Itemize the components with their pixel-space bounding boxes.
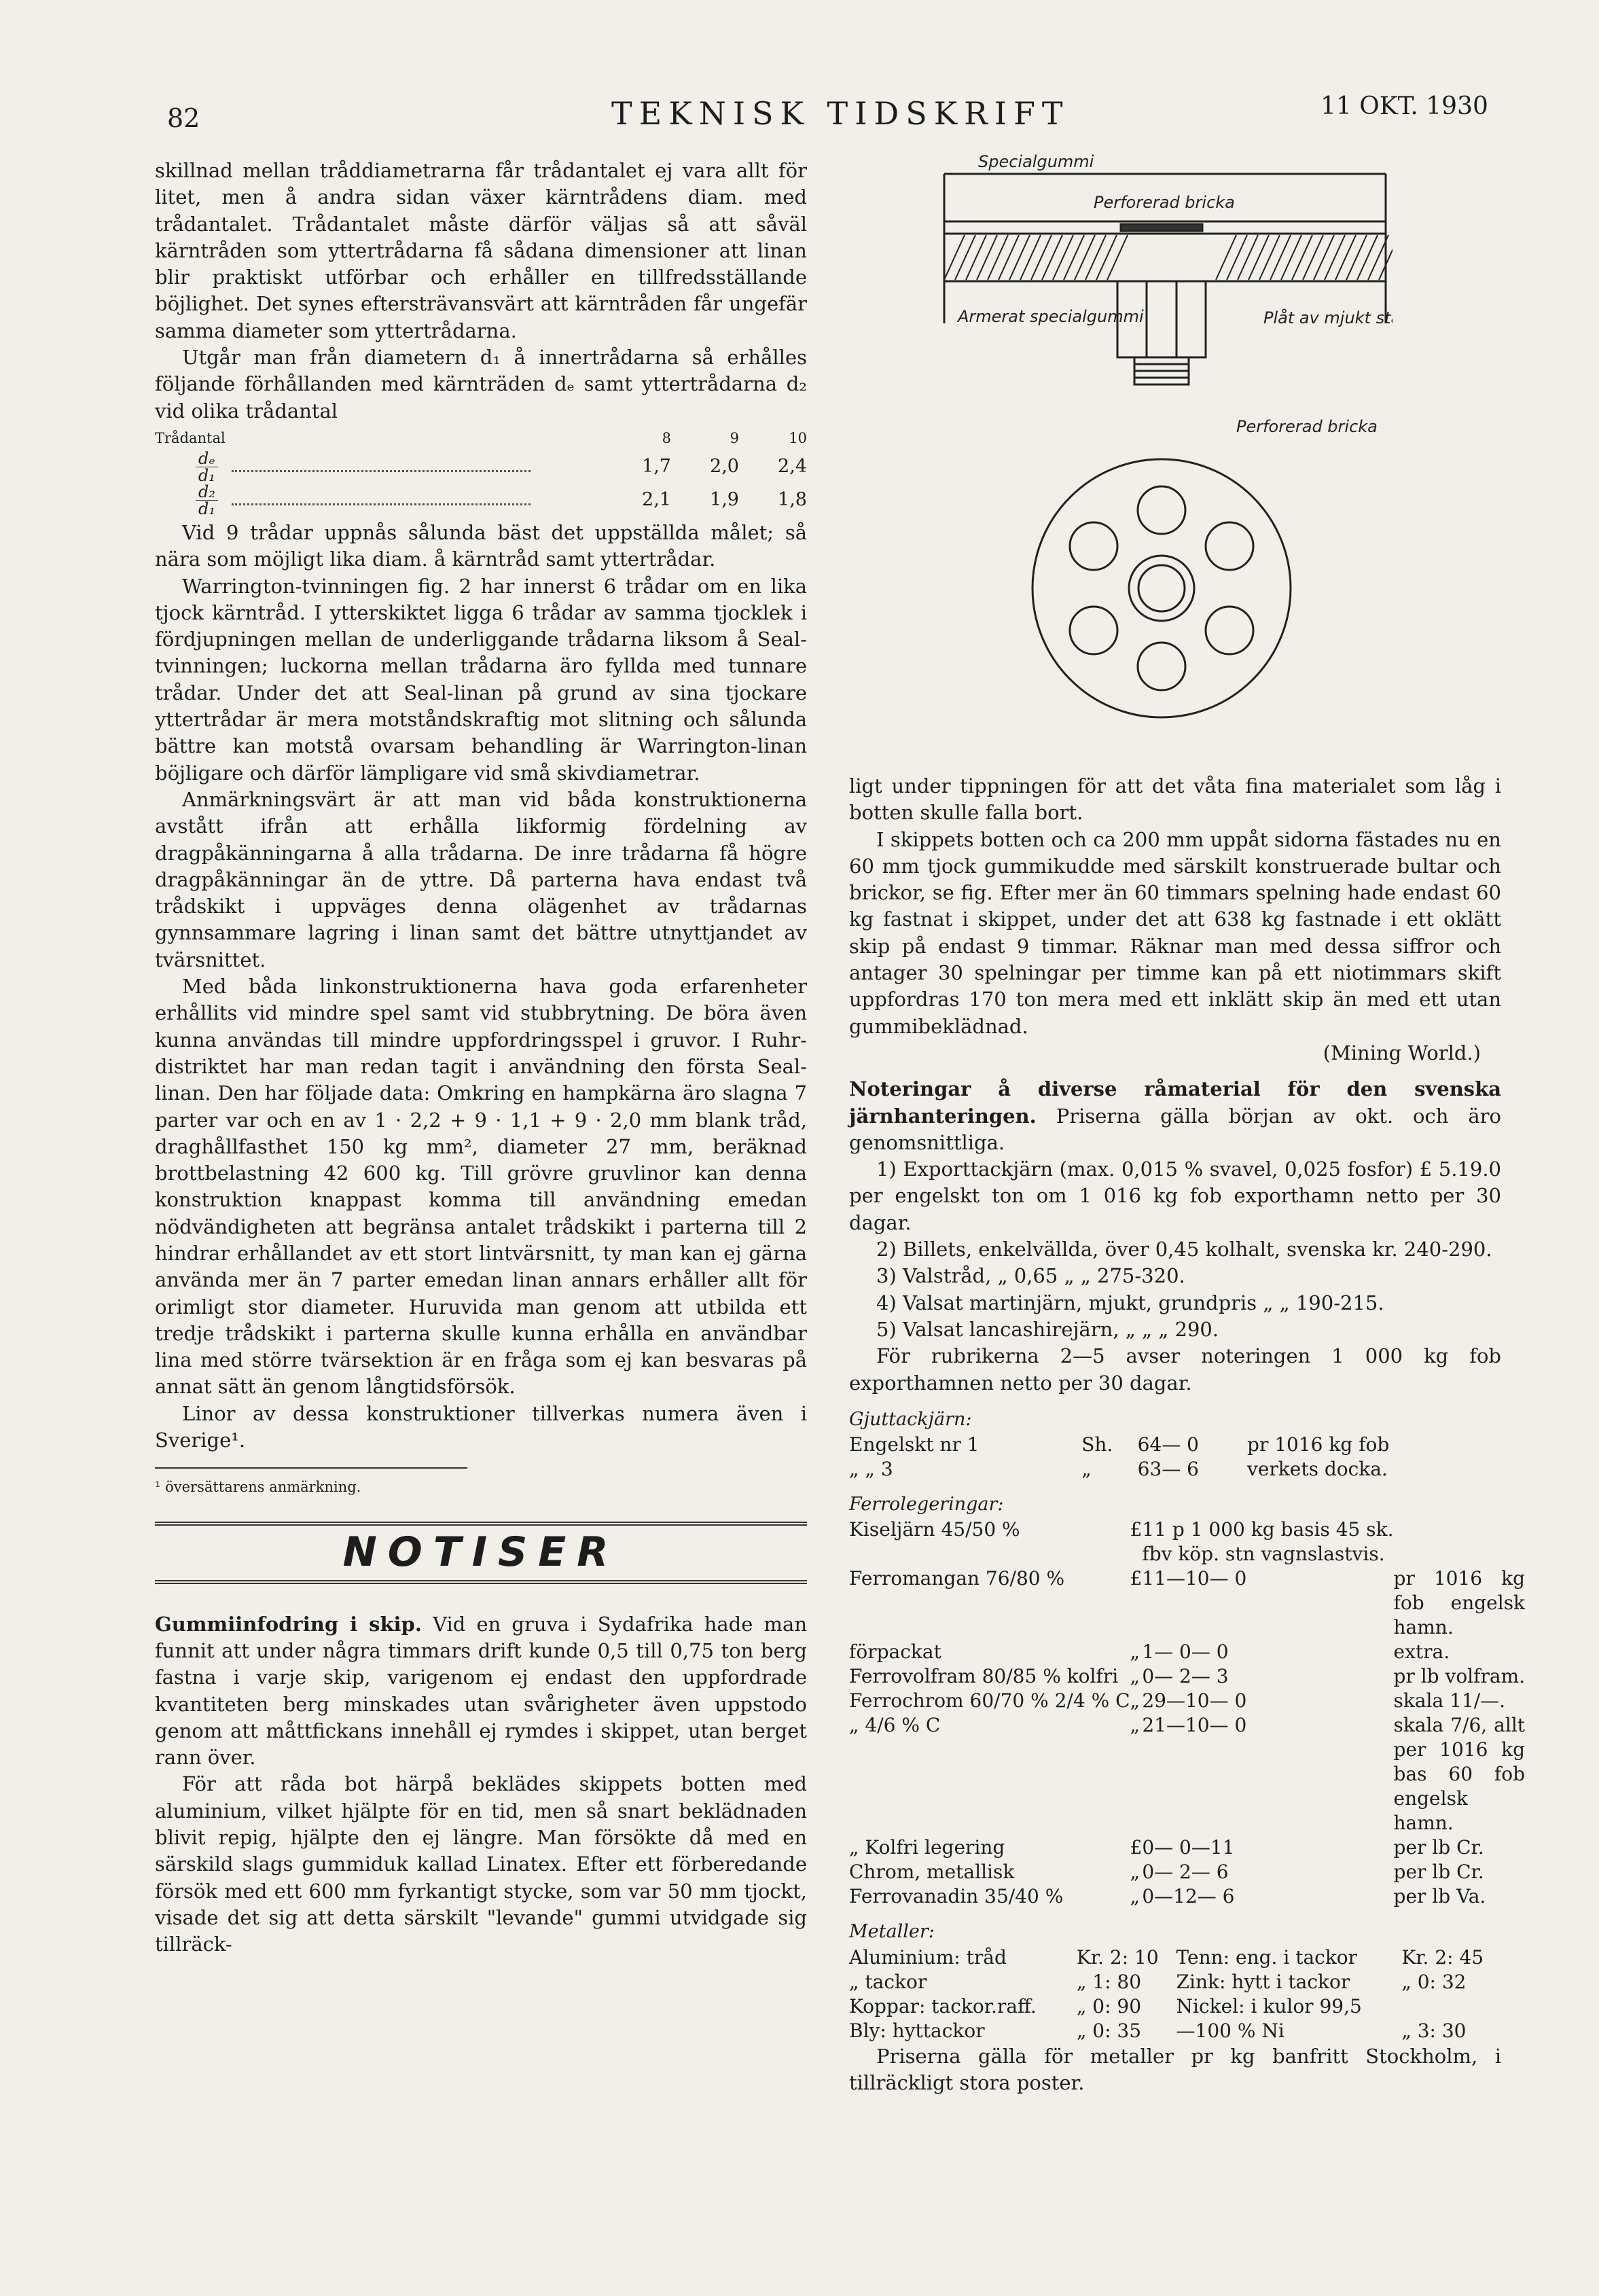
paragraph: ligt under tippningen för att det våta fina materialet som låg i botten skulle falla bort. bbox=[849, 774, 1501, 825]
ferro-table bbox=[849, 1518, 1525, 1909]
price-item: 1) Exporttackjärn (max. 0,015 % svavel, 0,025 fosfor) £ 5.19.0 per engelskt ton om 1 016 kg fob exporthamn netto per 30 dagar. bbox=[849, 1158, 1501, 1234]
table-row: Koppar: tackor.raff. „ 0: 90 Nickel: i kulor 99,5 bbox=[849, 1994, 1362, 2017]
paragraph: Med båda linkonstruktionerna hava goda erfarenheter erhållits vid mindre spel samt vid stubbrytning. De böra även kunna användas till mindre uppfordringsspel i gruvor. I Ruhr-distriktet har man redan tagit i användning den första Seal-linan. Den har följade data: Omkring en hampkärna äro slagna 7 parter var och en av 1 · 2,2 + 9 · 1,1 + 9 · 2,0 mm blank tråd, draghållfasthet 150 kg mm², diameter 27 mm, beräknad brottbelastning 42 600 kg. Till grövre gruvlinor kan denna konstruktion knappast komma till användning emedan nödvändigheten att begränsa antalet trådskikt i parterna till 2 hindrar erhållandet av ett stort lintvärsnitt, ty man kan ej gärna använda mer än 7 parter emedan linan annars erhåller allt för orimligt stor diameter. Huruvida man genom att utbilda ett tredje trådskikt i parterna skulle kunna erhålla en användbar lina med större tvärsektion är en fråga som ej kan besvaras på annat sätt än genom långtidsförsök. bbox=[155, 975, 807, 1399]
table-row: Engelskt nr 1 Sh. 64— 0 pr 1016 kg fob bbox=[849, 1433, 1390, 1456]
hatch-line bbox=[1075, 235, 1095, 280]
label-perforerad-bricka-2: Perforerad bricka bbox=[1236, 417, 1378, 436]
paragraph: Vid 9 trådar uppnås sålunda bäst det uppställda målet; så nära som möjligt lika diam. å kärntråd samt yttertrådar. bbox=[155, 520, 807, 571]
label-armerat: Armerat specialgummi bbox=[958, 307, 1144, 326]
issue-date: 11 OKT. 1930 bbox=[1320, 92, 1488, 120]
table-col-header: 8 bbox=[662, 429, 671, 446]
table-row: Ferrovolfram 80/85 % kolfri „ 0— 2— 3 pr lb volfram. bbox=[849, 1665, 1526, 1688]
hatch-line bbox=[1107, 235, 1128, 280]
hatch-line bbox=[1085, 235, 1106, 280]
gjut-table bbox=[849, 1433, 1501, 1482]
hatch-line bbox=[1009, 235, 1030, 280]
paragraph: I skippets botten och ca 200 mm uppåt sidorna fästades nu en 60 mm tjock gummikudde med särskilt konstruerade bultar och brickor, se fig. Efter mer än 60 timmars spelning hade endast 60 kg fastnat i skippet, under det att 638 kg fastnade i ett oklätt skip på endast 9 timmar. Räknar man med dessa siffror och antager 30 spelningar per timme kan på ett niotimmars skift uppfordras 170 ton mera med ett inklätt skip än med ett utan gummibeklädnad. bbox=[849, 827, 1501, 1038]
paragraph: För att råda bot härpå beklädes skippets botten med aluminium, vilket hjälpte för en tid, men så snart beklädnaden blivit repig, hjälpte den ej längre. Man försökte då med en särskild slags gummiduk kallad Linatex. Efter ett förberedande försök med ett 600 mm fyrkantigt stycke, som var 50 mm tjockt, visade det sig att detta särskilt "levande" gummi utvidgade sig tillräck- bbox=[155, 1772, 807, 1956]
paragraph: Linor av dessa konstruktioner tillverkas numera även i Sverige¹. bbox=[155, 1401, 807, 1452]
bolt-diagram bbox=[931, 154, 1393, 738]
right-column bbox=[849, 773, 1526, 2096]
fraction: $\frac{\text{d₂}}{\text{d₁}}$ bbox=[196, 484, 218, 517]
table-header-label: Trådantal bbox=[155, 429, 226, 446]
table-row: Ferromangan 76/80 % £ 11—10— 0 pr 1016 kg fob engelsk hamn. bbox=[849, 1567, 1526, 1639]
table-row: Chrom, metallisk „ 0— 2— 6 per lb Cr. bbox=[849, 1861, 1484, 1884]
table-row: Bly: hyttackor „ 0: 35 —100 % Ni „ 3: 30 bbox=[849, 2019, 1467, 2042]
hatch-line bbox=[1270, 235, 1291, 280]
table-row: Ferrovanadin 35/40 % „ 0—12— 6 per lb Va. bbox=[849, 1885, 1486, 1908]
article-intro: Noteringar å diverse råmaterial för den svenska järnhanteringen. Priserna gälla början av okt. och äro genomsnittliga. bbox=[849, 1077, 1501, 1154]
metal-table bbox=[849, 1945, 1501, 2043]
hatch-line bbox=[988, 235, 1008, 280]
table-cell: 1,8 bbox=[778, 489, 807, 511]
hatch-line bbox=[999, 235, 1019, 280]
article-title: Gummiinfodring i skip. bbox=[155, 1612, 422, 1636]
hatch-line bbox=[1227, 235, 1247, 280]
table-cell: 2,1 bbox=[642, 489, 671, 511]
hatch-line bbox=[1238, 235, 1258, 280]
hatch-line bbox=[1064, 235, 1084, 280]
section-subhead: Ferrolegeringar: bbox=[849, 1494, 1004, 1515]
price-item: 2) Billets, enkelvällda, över 0,45 kolhalt, svenska kr. 240-290. bbox=[876, 1238, 1492, 1261]
hatch-line bbox=[1031, 235, 1052, 280]
table-row bbox=[155, 484, 807, 517]
table-row: „ Kolfri legering £ 0— 0—11 per lb Cr. bbox=[849, 1836, 1484, 1859]
table-col-header: 10 bbox=[789, 429, 807, 446]
paragraph: Priserna gälla för metaller pr kg banfritt Stockholm, i tillräckligt stora poster. bbox=[849, 2044, 1501, 2095]
table-row: Ferrochrom 60/70 % 2/4 % C „ 29—10— 0 skala 11/—. bbox=[849, 1689, 1506, 1712]
hatch-line bbox=[1020, 235, 1041, 280]
hatch-line bbox=[1042, 235, 1062, 280]
section-subhead: Metaller: bbox=[849, 1921, 935, 1943]
label-perforerad-bricka: Perforerad bricka bbox=[1094, 193, 1235, 212]
page-header bbox=[0, 83, 1599, 137]
left-column bbox=[155, 158, 807, 1958]
hatch-line bbox=[1325, 235, 1345, 280]
hatch-line bbox=[955, 235, 975, 280]
paragraph: För rubrikerna 2—5 avser noteringen 1 000 kg fob exporthamnen netto per 30 dagar. bbox=[849, 1344, 1501, 1395]
price-item: 5) Valsat lancashirejärn, „ „ „ 290. bbox=[876, 1317, 1219, 1341]
hatch-line bbox=[1346, 235, 1367, 280]
paragraph: Warrington-tvinningen fig. 2 har innerst 6 trådar om en lika tjock kärntråd. I ytterskiktet ligga 6 trådar av samma tjocklek i fördjupningen mellan de underliggande trådarna liksom å Seal-tvinningen; luckorna mellan trådarna äro fyllda med tunnare trådar. Under det att Seal-linan på grund av sina tjockare yttertrådar är mera motståndskraftig mot slitning och sålunda bättre kan motstå ovarsam behandling är Warrington-linan böjligare och därför lämpligare vid små skivdiametrar. bbox=[155, 574, 807, 785]
table-col-header: 9 bbox=[730, 429, 739, 446]
section-banner bbox=[155, 1522, 807, 1584]
hatch-line bbox=[966, 235, 986, 280]
hatch-line bbox=[977, 235, 997, 280]
article-intro: Gummiinfodring i skip. Vid en gruva i Sydafrika hade man funnit att under några timmars drift kunde 0,5 till 0,75 ton berg fastna i varje skip, varigenom ej endast den uppfordrade kvantiteten berg minskades utan svårigheter även uppstodo genom att måttfickans innehåll ej rymdes i skippet, utan berget rann över. bbox=[155, 1612, 807, 1770]
label-plat: Plåt av mjukt stål bbox=[1263, 308, 1393, 327]
table-cell: 1,9 bbox=[710, 489, 739, 511]
table-row: „ „ 3 „ 63— 6 verkets docka. bbox=[849, 1458, 1388, 1481]
table-row: fbv köp. stn vagnslastvis. bbox=[1142, 1543, 1385, 1566]
table-row: förpackat „ 1— 0— 0 extra. bbox=[849, 1640, 1450, 1664]
banner-title: NOTISER bbox=[342, 1528, 619, 1576]
bolt-figure bbox=[931, 154, 1393, 738]
paragraph: Utgår man från diametern d₁ å innertrådarna så erhålles följande förhållanden med kärnträden dₑ samt yttertrådarna d₂ vid olika trådantal bbox=[155, 346, 807, 423]
table-row: „ tackor „ 1: 80 Zink: hytt i tackor „ 0: 32 bbox=[849, 1970, 1467, 1993]
hatch-line bbox=[1314, 235, 1334, 280]
journal-title: TEKNISK TIDSKRIFT bbox=[611, 95, 1070, 132]
fraction: $\frac{\text{dₑ}}{\text{d₁}}$ bbox=[196, 450, 218, 484]
table-cell: 2,4 bbox=[778, 456, 807, 478]
table-row bbox=[155, 450, 807, 484]
hatch-line bbox=[1053, 235, 1073, 280]
table-row: Aluminium: tråd Kr. 2: 10 Tenn: eng. i tackor Kr. 2: 45 bbox=[849, 1945, 1484, 1969]
hatch-line bbox=[1281, 235, 1301, 280]
article-title: Noteringar å diverse råmaterial för den svenska järnhanteringen. bbox=[849, 1077, 1501, 1128]
table-row: „ 4/6 % C „ 21—10— 0 skala 7/6, allt per 1016 kg bas 60 fob engelsk hamn. bbox=[849, 1714, 1526, 1835]
footnote: ¹ översättarens anmärkning. bbox=[155, 1467, 467, 1501]
hatch-line bbox=[1259, 235, 1280, 280]
price-item: 4) Valsat martinjärn, mjukt, grundpris „ „ 190-215. bbox=[876, 1291, 1384, 1314]
hatch-line bbox=[944, 235, 965, 280]
paragraph: skillnad mellan tråddiametrarna får trådantalet ej vara allt för litet, men å andra sidan växer kärntrådens diam. med trådantalet. Trådantalet måste därför väljas så att såväl kärntråden som yttertrådarna få sådana dimensioner att linan blir praktiskt utförbar och erhåller en tillfredsställande böjlighet. Det synes eftersträvansvärt att kärntråden får ungefär samma diameter som yttertrådarna. bbox=[155, 159, 807, 342]
price-item: 3) Valstråd, „ 0,65 „ „ 275-320. bbox=[876, 1264, 1185, 1288]
hatch-line bbox=[1248, 235, 1269, 280]
ratio-table bbox=[155, 426, 807, 517]
hatch-line bbox=[1096, 235, 1117, 280]
section-subhead: Gjuttackjärn: bbox=[849, 1408, 972, 1430]
table-row: Kiseljärn 45/50 % £ 11 p 1 000 kg basis 45 sk. bbox=[849, 1518, 1394, 1541]
hatch-line bbox=[1357, 235, 1378, 280]
table-cell: 2,0 bbox=[710, 456, 739, 478]
hatch-line bbox=[1303, 235, 1323, 280]
label-specialgummi: Specialgummi bbox=[978, 154, 1094, 171]
table-cell: 1,7 bbox=[642, 456, 671, 478]
source-citation: (Mining World.) bbox=[1323, 1041, 1481, 1064]
hatch-line bbox=[1335, 235, 1356, 280]
hatch-line bbox=[1216, 235, 1236, 280]
hatch-line bbox=[1292, 235, 1312, 280]
paragraph: Anmärkningsvärt är att man vid båda konstruktionerna avstått ifrån att erhålla likformig fördelning av dragpåkänningarna å alla trådarna. De inre trådarna få högre dragpåkänningar än de yttre. Då parterna hava endast två trådskikt i uppväges denna olägenhet av trådarnas gynnsammare lagring i linan samt det bättre utnyttjandet av tvärsnittet. bbox=[155, 787, 807, 971]
page-number: 82 bbox=[167, 103, 200, 133]
